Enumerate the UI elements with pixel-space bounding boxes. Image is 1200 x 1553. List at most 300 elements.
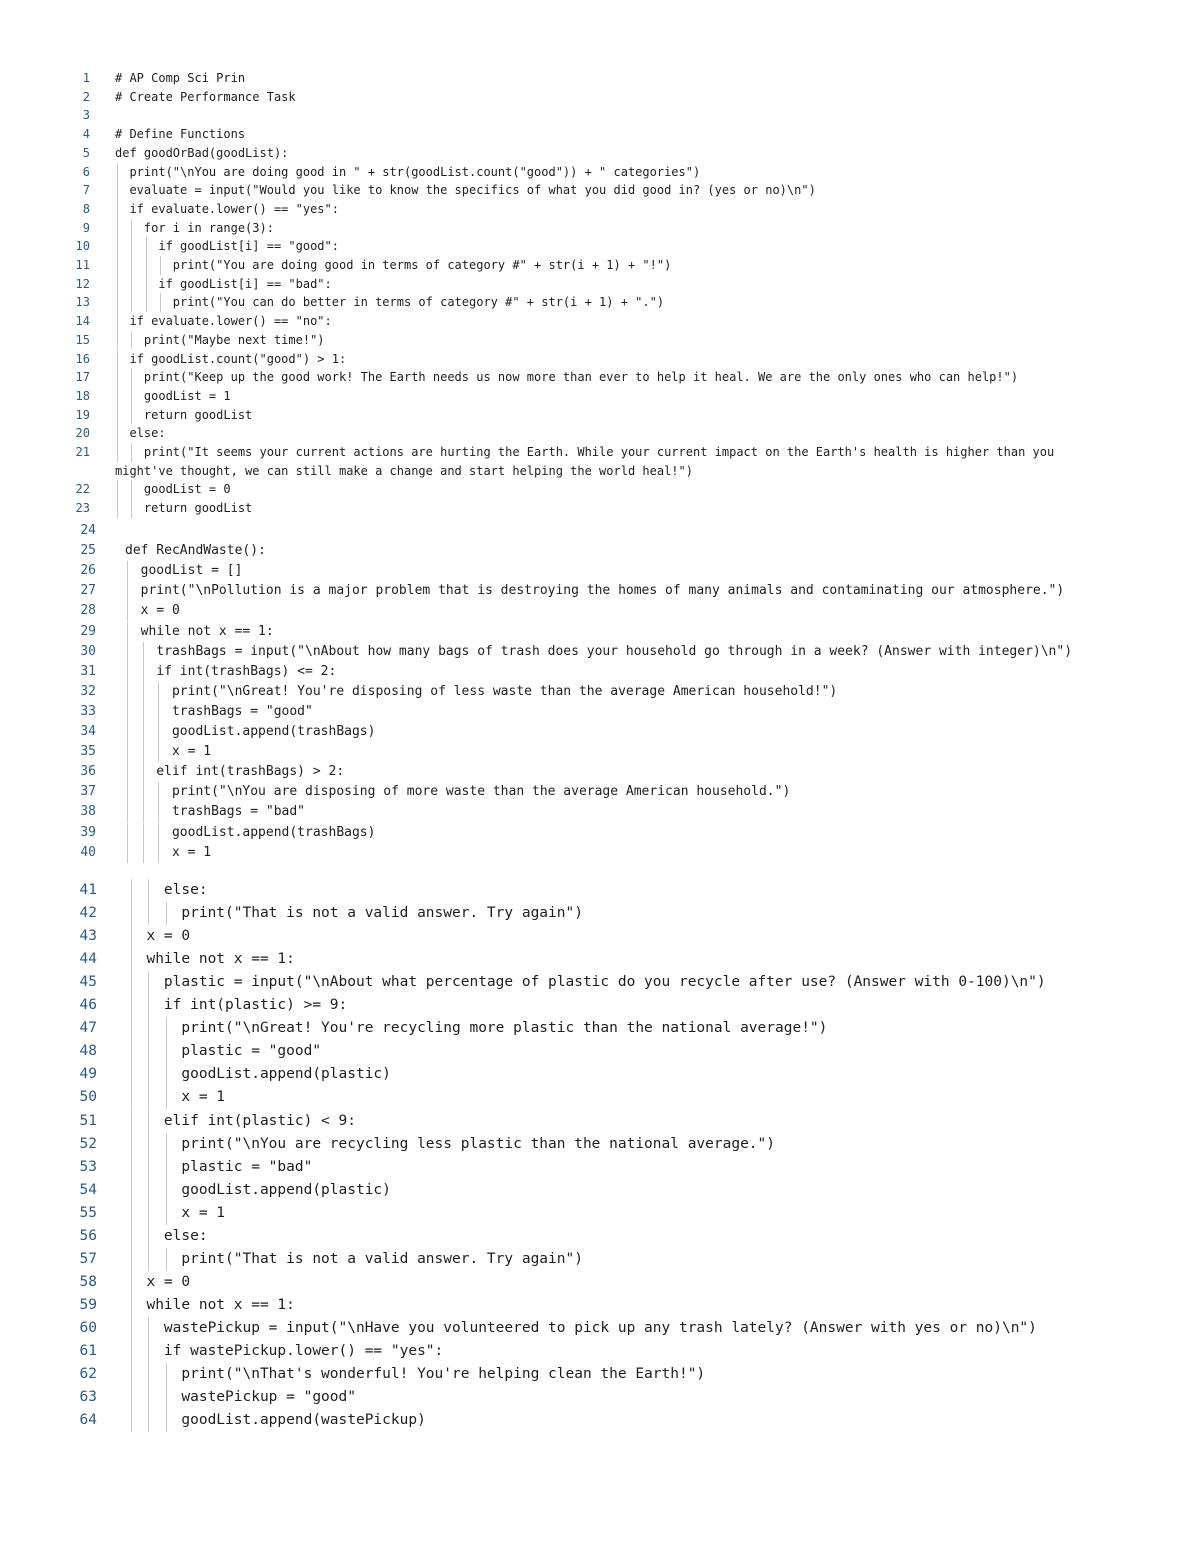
code-text: print("\nPollution is a major problem that is destroying the homes of many animals and contaminating our atmosphere.") xyxy=(125,583,1065,599)
code-text: # AP Comp Sci Prin xyxy=(115,71,246,85)
line-number: 34 xyxy=(80,724,96,739)
indent-guide xyxy=(166,1133,167,1156)
code-text: plastic = "good" xyxy=(129,1043,322,1060)
code-text: evaluate = input("Would you like to know the specifics of what you did good in? (yes or no)\n") xyxy=(115,183,816,198)
code-line xyxy=(0,642,1200,662)
line-number: 55 xyxy=(79,1204,97,1221)
code-text: print("\nYou are disposing of more waste than the average American household.") xyxy=(125,784,791,800)
code-line xyxy=(0,1086,1200,1109)
code-text: goodList.append(plastic) xyxy=(129,1066,391,1083)
line-number: 8 xyxy=(82,201,90,216)
code-text: x = 0 xyxy=(125,603,180,619)
code-line xyxy=(0,368,1200,387)
indent-guide xyxy=(143,843,144,863)
code-line xyxy=(0,1340,1200,1363)
code-line xyxy=(0,1225,1200,1248)
code-text: while not x == 1: xyxy=(129,1296,295,1313)
indent-guide xyxy=(148,1086,149,1109)
line-number: 40 xyxy=(80,844,96,860)
code-block-3 xyxy=(0,879,1200,1432)
indent-guide xyxy=(166,902,167,925)
indent-guide xyxy=(148,1133,149,1156)
indent-guide xyxy=(146,256,147,275)
code-line xyxy=(0,406,1200,425)
line-number: 13 xyxy=(75,295,90,310)
code-line xyxy=(0,69,1200,88)
indent-guide xyxy=(143,762,144,782)
code-line xyxy=(0,702,1200,722)
indent-guide xyxy=(131,902,132,925)
code-text: x = 0 xyxy=(129,1273,191,1290)
line-number: 14 xyxy=(75,314,90,329)
indent-guide xyxy=(131,1363,132,1386)
indent-guide xyxy=(127,782,128,802)
code-text: if goodList[i] == "bad": xyxy=(115,276,332,291)
code-text: wastePickup = input("\nHave you volunteered to pick up any trash lately? (Answer with yes or no)\n") xyxy=(129,1319,1037,1336)
indent-guide xyxy=(117,163,118,182)
indent-guide xyxy=(131,1294,132,1317)
code-text: print("It seems your current actions are hurting the Earth. While your current impact on the Earth's health is higher than you xyxy=(115,445,1055,459)
code-text: for i in range(3): xyxy=(115,220,274,235)
indent-guide xyxy=(158,702,159,722)
line-number: 18 xyxy=(75,388,90,403)
indent-guide xyxy=(127,682,128,702)
indent-guide xyxy=(131,1110,132,1133)
code-text: return goodList xyxy=(115,407,253,422)
indent-guide xyxy=(127,722,128,742)
indent-guide xyxy=(148,1386,149,1409)
line-number: 43 xyxy=(79,928,97,945)
code-text: print("Keep up the good work! The Earth needs us now more than ever to help it heal. We are the only ones who can help!") xyxy=(115,370,1019,385)
code-text: plastic = input("\nAbout what percentage of plastic do you recycle after use? (Answer with 0-100)\n") xyxy=(129,974,1046,991)
indent-guide xyxy=(131,879,132,902)
code-text: print("That is not a valid answer. Try again") xyxy=(129,905,583,922)
indent-guide xyxy=(131,1340,132,1363)
code-line xyxy=(0,1271,1200,1294)
line-number: 22 xyxy=(75,482,90,497)
code-line xyxy=(0,742,1200,762)
line-number: 30 xyxy=(80,643,96,659)
code-line xyxy=(0,1110,1200,1133)
indent-guide xyxy=(143,682,144,702)
line-number: 23 xyxy=(75,501,90,516)
line-number: 48 xyxy=(79,1043,97,1060)
indent-guide xyxy=(131,1409,132,1432)
code-text: def RecAndWaste(): xyxy=(125,543,266,559)
line-number: 11 xyxy=(75,258,90,272)
indent-guide xyxy=(117,406,118,425)
line-number: 21 xyxy=(75,445,90,459)
indent-guide xyxy=(148,1409,149,1432)
code-line xyxy=(0,312,1200,331)
indent-guide xyxy=(131,387,132,406)
line-number: 12 xyxy=(75,276,90,291)
line-number: 58 xyxy=(79,1273,97,1290)
indent-guide xyxy=(131,406,132,425)
indent-guide xyxy=(117,293,118,312)
code-text: goodList = 1 xyxy=(115,388,231,403)
code-line xyxy=(0,106,1200,125)
code-line xyxy=(0,350,1200,369)
indent-guide xyxy=(131,275,132,294)
line-number: 63 xyxy=(79,1389,97,1406)
code-text: if evaluate.lower() == "no": xyxy=(115,314,332,329)
code-line xyxy=(0,843,1200,863)
code-text: return goodList xyxy=(115,501,253,516)
indent-guide xyxy=(131,994,132,1017)
indent-guide xyxy=(158,823,159,843)
code-line xyxy=(0,480,1200,499)
line-number: 54 xyxy=(79,1181,97,1198)
line-number: 15 xyxy=(75,332,90,347)
line-number: 2 xyxy=(82,89,90,104)
indent-guide xyxy=(131,1202,132,1225)
line-number: 16 xyxy=(75,351,90,366)
indent-guide xyxy=(131,1040,132,1063)
code-line xyxy=(0,662,1200,682)
indent-guide xyxy=(148,879,149,902)
code-line xyxy=(0,1202,1200,1225)
indent-guide xyxy=(146,293,147,312)
line-number: 44 xyxy=(79,951,97,968)
indent-guide xyxy=(166,1040,167,1063)
indent-guide xyxy=(143,702,144,722)
indent-guide xyxy=(131,237,132,256)
indent-guide xyxy=(131,256,132,275)
code-text: print("Maybe next time!") xyxy=(115,332,325,347)
line-number: 46 xyxy=(79,997,97,1014)
code-line xyxy=(0,925,1200,948)
code-text: x = 1 xyxy=(125,744,212,760)
indent-guide xyxy=(131,331,132,350)
indent-guide xyxy=(166,1386,167,1409)
indent-guide xyxy=(131,480,132,499)
code-text: # Create Performance Task xyxy=(115,89,296,104)
line-number: 49 xyxy=(79,1066,97,1083)
line-number: 61 xyxy=(79,1343,97,1359)
line-number: 39 xyxy=(80,824,96,840)
code-line xyxy=(0,1156,1200,1179)
code-text: wastePickup = "good" xyxy=(129,1389,356,1406)
code-text: if goodList.count("good") > 1: xyxy=(115,351,347,366)
code-line xyxy=(0,237,1200,256)
indent-guide xyxy=(160,256,161,275)
indent-guide xyxy=(131,1063,132,1086)
indent-guide xyxy=(131,948,132,971)
line-number: 64 xyxy=(79,1412,97,1429)
code-text: elif int(trashBags) > 2: xyxy=(125,764,345,780)
indent-guide xyxy=(117,424,118,443)
line-number: 60 xyxy=(79,1319,97,1336)
code-text: print("\nYou are recycling less plastic than the national average.") xyxy=(129,1135,776,1152)
code-text: if evaluate.lower() == "yes": xyxy=(115,201,339,216)
line-number: 5 xyxy=(82,145,90,160)
code-line xyxy=(0,1063,1200,1086)
code-text: goodList.append(trashBags) xyxy=(125,824,376,840)
code-line xyxy=(0,1017,1200,1040)
indent-guide xyxy=(127,662,128,682)
indent-guide xyxy=(117,331,118,350)
indent-guide xyxy=(148,1179,149,1202)
code-line xyxy=(0,462,1200,481)
code-line xyxy=(0,1294,1200,1317)
indent-guide xyxy=(148,1063,149,1086)
line-number: 1 xyxy=(82,71,90,85)
indent-guide xyxy=(131,1086,132,1109)
indent-guide xyxy=(143,742,144,762)
code-text: print("\nGreat! You're recycling more plastic than the national average!") xyxy=(129,1020,828,1037)
code-line xyxy=(0,802,1200,822)
line-number: 26 xyxy=(80,563,96,579)
indent-guide xyxy=(127,622,128,642)
indent-guide xyxy=(131,368,132,387)
code-line xyxy=(0,424,1200,443)
indent-guide xyxy=(143,782,144,802)
indent-guide xyxy=(127,601,128,621)
line-number: 3 xyxy=(82,108,90,123)
indent-guide xyxy=(146,237,147,256)
indent-guide xyxy=(117,219,118,238)
code-text: goodList.append(plastic) xyxy=(129,1181,391,1198)
indent-guide xyxy=(127,843,128,863)
indent-guide xyxy=(143,662,144,682)
indent-guide xyxy=(166,1063,167,1086)
code-line xyxy=(0,1179,1200,1202)
code-text: print("That is not a valid answer. Try again") xyxy=(129,1250,583,1267)
line-number: 45 xyxy=(79,974,97,991)
line-number: 20 xyxy=(75,426,90,441)
indent-guide xyxy=(148,1017,149,1040)
code-text: plastic = "bad" xyxy=(129,1158,313,1175)
code-block-1 xyxy=(0,69,1200,518)
line-number: 47 xyxy=(79,1020,97,1037)
indent-guide xyxy=(148,1317,149,1340)
code-line xyxy=(0,1317,1200,1340)
code-text: # Define Functions xyxy=(115,127,246,142)
line-number: 9 xyxy=(82,220,90,235)
code-line xyxy=(0,722,1200,742)
line-number: 28 xyxy=(80,603,96,619)
code-line xyxy=(0,581,1200,601)
indent-guide xyxy=(148,1340,149,1363)
code-line xyxy=(0,902,1200,925)
line-number: 17 xyxy=(75,370,90,385)
code-text: print("You are doing good in terms of category #" + str(i + 1) + "!") xyxy=(115,258,672,272)
code-text: if wastePickup.lower() == "yes": xyxy=(129,1343,444,1359)
line-number: 38 xyxy=(80,804,96,820)
code-line xyxy=(0,782,1200,802)
line-number: 59 xyxy=(79,1296,97,1313)
code-text: elif int(plastic) < 9: xyxy=(129,1112,356,1129)
code-text: goodList = 0 xyxy=(115,482,231,497)
code-line xyxy=(0,1386,1200,1409)
indent-guide xyxy=(158,742,159,762)
indent-guide xyxy=(131,971,132,994)
line-number: 35 xyxy=(80,744,96,760)
code-text: trashBags = "bad" xyxy=(125,804,306,820)
code-text: while not x == 1: xyxy=(129,951,295,968)
code-line xyxy=(0,387,1200,406)
line-number: 27 xyxy=(80,583,96,599)
indent-guide xyxy=(166,1409,167,1432)
code-line xyxy=(0,163,1200,182)
code-text: trashBags = input("\nAbout how many bags of trash does your household go through in a week? (Answer with integer)\n") xyxy=(125,643,1073,659)
indent-guide xyxy=(131,443,132,462)
code-text: if int(trashBags) <= 2: xyxy=(125,663,337,679)
code-text: x = 0 xyxy=(129,928,191,945)
indent-guide xyxy=(117,387,118,406)
indent-guide xyxy=(127,762,128,782)
code-text: x = 1 xyxy=(125,844,212,860)
line-number: 7 xyxy=(82,183,90,198)
indent-guide xyxy=(117,499,118,518)
indent-guide xyxy=(131,1225,132,1248)
indent-guide xyxy=(166,1156,167,1179)
code-line xyxy=(0,682,1200,702)
code-line xyxy=(0,601,1200,621)
code-line xyxy=(0,144,1200,163)
indent-guide xyxy=(166,1086,167,1109)
line-number: 53 xyxy=(79,1158,97,1175)
code-line xyxy=(0,331,1200,350)
line-number: 50 xyxy=(79,1089,97,1106)
indent-guide xyxy=(117,350,118,369)
indent-guide xyxy=(148,994,149,1017)
code-text: goodList = [] xyxy=(125,563,243,579)
code-text: might've thought, we can still make a change and start helping the world heal!") xyxy=(115,463,693,478)
code-line xyxy=(0,521,1200,541)
code-line xyxy=(0,181,1200,200)
code-line xyxy=(0,88,1200,107)
code-line xyxy=(0,1363,1200,1386)
indent-guide xyxy=(143,722,144,742)
line-number: 62 xyxy=(79,1366,97,1383)
line-number: 33 xyxy=(80,703,96,719)
indent-guide xyxy=(117,256,118,275)
indent-guide xyxy=(127,642,128,662)
code-text: goodList.append(wastePickup) xyxy=(129,1412,426,1429)
code-line xyxy=(0,275,1200,294)
line-number: 25 xyxy=(80,543,96,559)
indent-guide xyxy=(117,312,118,331)
indent-guide xyxy=(127,823,128,843)
indent-guide xyxy=(131,925,132,948)
line-number: 24 xyxy=(80,523,96,538)
indent-guide xyxy=(131,1179,132,1202)
code-line xyxy=(0,1133,1200,1156)
indent-guide xyxy=(148,971,149,994)
indent-guide xyxy=(131,1386,132,1409)
indent-guide xyxy=(148,1040,149,1063)
line-number: 6 xyxy=(82,164,90,179)
code-line xyxy=(0,1248,1200,1271)
indent-guide xyxy=(127,802,128,822)
indent-guide xyxy=(166,1202,167,1225)
indent-guide xyxy=(148,902,149,925)
line-number: 42 xyxy=(79,905,97,922)
code-line xyxy=(0,541,1200,561)
line-number: 52 xyxy=(79,1135,97,1152)
code-text: if int(plastic) >= 9: xyxy=(129,997,348,1014)
indent-guide xyxy=(127,742,128,762)
code-text: trashBags = "good" xyxy=(125,703,313,719)
indent-guide xyxy=(131,1248,132,1271)
indent-guide xyxy=(131,1133,132,1156)
code-line xyxy=(0,219,1200,238)
indent-guide xyxy=(158,802,159,822)
code-text: x = 1 xyxy=(129,1204,226,1221)
line-number: 37 xyxy=(80,784,96,800)
indent-guide xyxy=(143,642,144,662)
code-line xyxy=(0,125,1200,144)
indent-guide xyxy=(117,443,118,462)
line-number: 36 xyxy=(80,764,96,780)
code-line xyxy=(0,561,1200,581)
code-line xyxy=(0,622,1200,642)
indent-guide xyxy=(117,181,118,200)
code-line xyxy=(0,200,1200,219)
line-number: 32 xyxy=(80,683,96,699)
indent-guide xyxy=(117,275,118,294)
indent-guide xyxy=(143,823,144,843)
indent-guide xyxy=(127,581,128,601)
indent-guide xyxy=(158,682,159,702)
code-text: goodList.append(trashBags) xyxy=(125,724,376,739)
code-line xyxy=(0,971,1200,994)
indent-guide xyxy=(148,1363,149,1386)
line-number: 57 xyxy=(79,1250,97,1267)
code-text: print("\nYou are doing good in " + str(goodList.count("good")) + " categories") xyxy=(115,164,701,179)
indent-guide xyxy=(117,368,118,387)
indent-guide xyxy=(117,480,118,499)
code-text: x = 1 xyxy=(129,1089,226,1106)
code-line xyxy=(0,823,1200,843)
line-number: 4 xyxy=(82,127,90,142)
indent-guide xyxy=(131,1271,132,1294)
indent-guide xyxy=(148,1202,149,1225)
indent-guide xyxy=(146,275,147,294)
code-line xyxy=(0,994,1200,1017)
indent-guide xyxy=(148,1248,149,1271)
code-text: print("You can do better in terms of category #" + str(i + 1) + ".") xyxy=(115,295,665,310)
code-block-2 xyxy=(0,521,1200,863)
indent-guide xyxy=(166,1363,167,1386)
code-text: if goodList[i] == "good": xyxy=(115,239,339,254)
indent-guide xyxy=(148,1225,149,1248)
line-number: 31 xyxy=(80,663,96,679)
code-line xyxy=(0,1409,1200,1432)
code-text: else: xyxy=(115,426,166,441)
code-line xyxy=(0,1040,1200,1063)
indent-guide xyxy=(131,1156,132,1179)
code-text: else: xyxy=(129,1227,208,1244)
indent-guide xyxy=(127,702,128,722)
line-number: 51 xyxy=(79,1112,97,1129)
indent-guide xyxy=(158,722,159,742)
code-text: def goodOrBad(goodList): xyxy=(115,145,289,160)
code-line xyxy=(0,499,1200,518)
code-text: else: xyxy=(129,882,208,898)
indent-guide xyxy=(131,499,132,518)
indent-guide xyxy=(160,293,161,312)
indent-guide xyxy=(166,1017,167,1040)
code-line xyxy=(0,443,1200,462)
code-text: while not x == 1: xyxy=(125,623,274,639)
indent-guide xyxy=(166,1179,167,1202)
code-text: print("\nThat's wonderful! You're helping clean the Earth!") xyxy=(129,1366,706,1383)
indent-guide xyxy=(131,219,132,238)
code-line xyxy=(0,879,1200,902)
